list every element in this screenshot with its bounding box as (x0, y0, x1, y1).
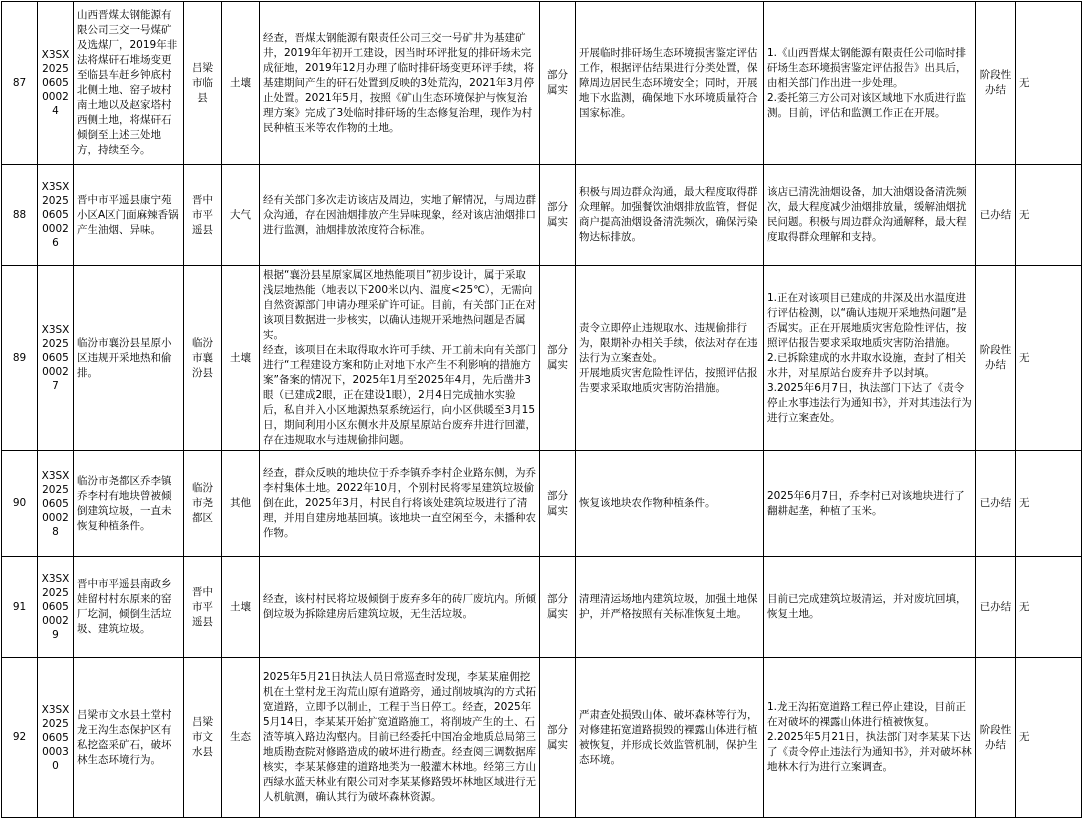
region: 吕梁市临县 (184, 2, 222, 165)
accountability: 无 (1016, 2, 1082, 165)
issue-text: 山西晋煤太钢能源有限公司三交一号煤矿及选煤厂，2019年非法将煤矸石堆场变更至临县车赶乡钟底村北侧土地、窑子坡村南土地以及赵家塔村西侧土地，将煤矸石倾倒至上述三处地方，持续至今。 (74, 2, 184, 165)
progress-text: 该店已清洗油烟设备，加大油烟设备清洗频次，最大程度减少油烟排放量，缓解油烟扰民问题。积极与周边群众沟通解释，最大程度取得群众理解和支持。 (764, 165, 976, 266)
pollution-type: 大气 (222, 165, 260, 266)
pollution-type: 土壤 (222, 2, 260, 165)
progress-text: 目前已完成建筑垃圾清运，并对废坑回填，恢复土地。 (764, 557, 976, 658)
case-code: X3SX2025060500026 (38, 165, 74, 266)
status: 已办结 (976, 165, 1016, 266)
row-number: 92 (2, 658, 38, 818)
progress-text: 1.龙王沟拓宽道路工程已停止建设，目前正在对破坏的裸露山体进行植被恢复。 2.2025年5月21日，执法部门对李某某下达了《责令停止违法行为通知书》，并对破坏林地林木行为进行立案调查。 (764, 658, 976, 818)
region: 吕梁市文水县 (184, 658, 222, 818)
region: 晋中市平遥县 (184, 165, 222, 266)
status: 阶段性办结 (976, 658, 1016, 818)
issue-text: 临汾市襄汾县星原小区违规开采地热和偷排。 (74, 266, 184, 451)
status: 已办结 (976, 451, 1016, 557)
verdict: 部分属实 (540, 451, 576, 557)
issue-text: 吕梁市文水县土堂村龙王沟生态保护区有私挖盗采矿石，破坏林生态环境行为。 (74, 658, 184, 818)
region: 临汾市襄汾县 (184, 266, 222, 451)
issue-text: 晋中市平遥县康宁苑小区A区门面麻辣香锅产生油烟、异味。 (74, 165, 184, 266)
pollution-type: 土壤 (222, 266, 260, 451)
row-number: 89 (2, 266, 38, 451)
investigation-text: 经有关部门多次走访该店及周边，实地了解情况，与周边群众沟通，存在因油烟排放产生异味现象，经对该店油烟排口进行监测，油烟排放浓度符合标准。 (260, 165, 540, 266)
pollution-type: 其他 (222, 451, 260, 557)
issue-text: 临汾市尧都区乔李镇乔李村有地块曾被倾倒建筑垃圾，一直未恢复种植条件。 (74, 451, 184, 557)
pollution-type: 土壤 (222, 557, 260, 658)
table-row (2, 451, 1082, 557)
plan-text: 责令立即停止违规取水、违规偷排行为，限期补办相关手续，依法对存在违法行为立案查处。 开展地质灾害危险性评估，按照评估报告要求采取地质灾害防治措施。 (576, 266, 764, 451)
status: 已办结 (976, 557, 1016, 658)
region: 晋中市平遥县 (184, 557, 222, 658)
case-code: X3SX2025060500027 (38, 266, 74, 451)
row-number: 88 (2, 165, 38, 266)
case-code: X3SX2025060500029 (38, 557, 74, 658)
investigation-text: 经查，晋煤太钢能源有限责任公司三交一号矿井为基建矿井，2019年年初开工建设，因当时环评批复的排矸场未完成征地，2019年12月办理了临时排矸场变更环评手续，将基建期间产生的矸石处置到反映的3处荒沟，2021年3月停止处置。2021年5月，按照《矿山生态环境保护与恢复治理方案》完成了3处临时排矸场的生态修复治理，现作为村民种植玉米等农作物的土地。 (260, 2, 540, 165)
table-row (2, 2, 1082, 165)
table-row (2, 165, 1082, 266)
investigation-text: 经查，该村村民将垃圾倾倒于废弃多年的砖厂废坑内。所倾倒垃圾为拆除建房后建筑垃圾，无生活垃圾。 (260, 557, 540, 658)
investigation-text: 经查，群众反映的地块位于乔李镇乔李村企业路东侧，为乔李村集体土地。2022年10月，个别村民将零星建筑垃圾偷倒在此，2025年3月，村民自行将该处建筑垃圾进行了清理，并用自建房地基回填。该地块一直空闲至今，未播种农作物。 (260, 451, 540, 557)
row-number: 87 (2, 2, 38, 165)
case-code: X3SX2025060500030 (38, 658, 74, 818)
row-number: 90 (2, 451, 38, 557)
issue-text: 晋中市平遥县南政乡娃留村村东原来的窑厂圪洞，倾倒生活垃圾、建筑垃圾。 (74, 557, 184, 658)
accountability: 无 (1016, 451, 1082, 557)
plan-text: 清理清运场地内建筑垃圾，加强土地保护，并严格按照有关标准恢复土地。 (576, 557, 764, 658)
table-row (2, 266, 1082, 451)
investigation-text: 2025年5月21日执法人员日常巡查时发现，李某某雇佣挖机在土堂村龙王沟荒山原有道路旁，通过削坡填沟的方式拓宽道路，立即予以制止，工程于当日停工。经查，2025年5月14日，李某某开始扩宽道路施工，将削坡产生的土、石渣等填入路边沟壑内。目前已经委托中国冶金地质总局第三地质勘查院对修路造成的破坏进行勘查。经查阅三调数据库核实，李某某修建的道路地类为一般灌木林地。经第三方山西绿水蓝天林业有限公司对李某某修路毁坏林地区域进行无人机航测，确认其行为破坏森林资源。 (260, 658, 540, 818)
status: 阶段性办结 (976, 2, 1016, 165)
row-number: 91 (2, 557, 38, 658)
case-table (1, 1, 1082, 818)
plan-text: 恢复该地块农作物种植条件。 (576, 451, 764, 557)
progress-text: 2025年6月7日，乔李村已对该地块进行了翻耕起垄，种植了玉米。 (764, 451, 976, 557)
progress-text: 1.正在对该项目已建成的井深及出水温度进行评估检测，以“确认违规开采地热问题”是否属实。正在开展地质灾害危险性评估，按照评估报告要求采取地质灾害防治措施。 2.已拆除建成的水井取水设施，查封了相关水井，对星原站台废弃井予以封填。 3.2025年6月7日，执法部门下达了《责令停止水事违法行为通知书》，并对其违法行为进行立案查处。 (764, 266, 976, 451)
case-code: X3SX2025060500024 (38, 2, 74, 165)
verdict: 部分属实 (540, 557, 576, 658)
plan-text: 开展临时排矸场生态环境损害鉴定评估工作，根据评估结果进行分类处置，保障周边居民生态环境安全；同时，开展地下水监测，确保地下水环境质量符合国家标准。 (576, 2, 764, 165)
status: 阶段性办结 (976, 266, 1016, 451)
investigation-text: 根据“襄汾县星原家属区地热能项目”初步设计，属于采取浅层地热能（地表以下200米以内、温度<25℃），无需向自然资源部门申请办理采矿许可证。目前，有关部门正在对该项目数据进一步核实，以确认违规开采地热问题是否属实。 经查，该项目在未取得取水许可手续、开工前未向有关部门进行“工程建设方案和防止对地下水产生不利影响的措施方案”备案的情况下，2025年1月至2025年4月，先后凿井3眼（已建成2眼，正在建设1眼），2月4日完成抽水实验后，私自并入小区地源热泵系统运行，向小区供暖至3月15日，期间利用小区东侧水井及原星原站台废弃井进行回灌，存在违规取水与违规偷排问题。 (260, 266, 540, 451)
region: 临汾市尧都区 (184, 451, 222, 557)
case-code: X3SX2025060500028 (38, 451, 74, 557)
plan-text: 积极与周边群众沟通，最大程度取得群众理解。加强餐饮油烟排放监管，督促商户提高油烟设备清洗频次，确保污染物达标排放。 (576, 165, 764, 266)
verdict: 部分属实 (540, 658, 576, 818)
verdict: 部分属实 (540, 165, 576, 266)
pollution-type: 生态 (222, 658, 260, 818)
accountability: 无 (1016, 266, 1082, 451)
plan-text: 严肃查处损毁山体、破坏森林等行为，对修建拓宽道路损毁的裸露山体进行植被恢复，并形成长效监管机制，保护生态环境。 (576, 658, 764, 818)
progress-text: 1.《山西晋煤太钢能源有限责任公司临时排矸场生态环境损害鉴定评估报告》出具后，由相关部门作出进一步处理。 2.委托第三方公司对该区域地下水质进行监测。目前，评估和监测工作正在开展。 (764, 2, 976, 165)
accountability: 无 (1016, 658, 1082, 818)
verdict: 部分属实 (540, 266, 576, 451)
accountability: 无 (1016, 165, 1082, 266)
accountability: 无 (1016, 557, 1082, 658)
verdict: 部分属实 (540, 2, 576, 165)
table-row (2, 557, 1082, 658)
